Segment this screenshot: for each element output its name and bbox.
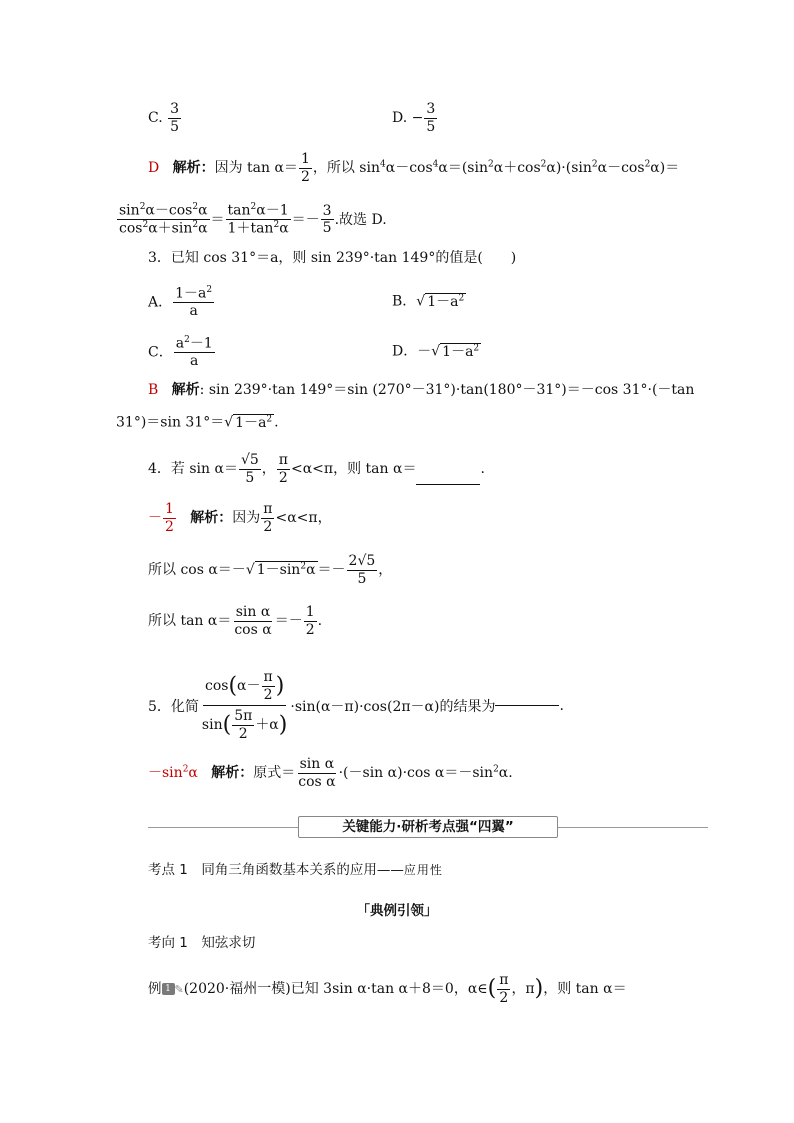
q3-option-b: B．√ $1-a^2$ [392,293,465,310]
banner-divider-right [558,827,708,828]
q2-solution-line1: D 解析：因为 tan α＝ $\frac{1}{2}$ ，所以 $\sin^4\alpha-\cos^4\alpha=(\sin^2\alpha+\cos^2\alpha)\cdot(\sin^2\alpha-\cos^2\alpha)=$ [148,151,680,185]
example-badge: 1 [162,983,175,995]
kaodian-heading: 考点 1 同角三角函数基本关系的应用——应用性 [148,862,443,878]
q4-answer-blank[interactable] [416,484,480,485]
q3-solution-line2: 31°)＝sin 31°＝√ $1-a^2$ . [116,414,279,431]
q2-option-c: C. $\frac{3}{5}$ [148,101,180,135]
pen-icon: ✎ [174,983,184,997]
q3-option-a: A． $\frac{1-a^2}{a}$ [148,285,213,320]
q2-option-d: D. − $\frac{3}{5}$ [392,101,436,135]
banner-divider-left [148,827,298,828]
q5-answer-blank[interactable] [495,705,559,706]
example-1: 例 1 ✎(2020·福州一模)已知 3sin α·tan α＋8＝0，α∈( $\frac{\pi}{2}$ ，π)，则 tan α＝ [148,972,627,1006]
q4-solution-line1: － $\frac{1}{2}$ 解析：因为 $\frac{\pi}{2}$ <α<π， [148,501,332,535]
q4-stem: 4．若 sin α＝ $\frac{√5}{5}$ ， $\frac{\pi}{2}$ <α<π，则 tan α＝ . [148,452,485,486]
q3-option-c: C． $\frac{a^2-1}{a}$ [148,335,213,370]
section-banner: 关键能力·研析考点强“四翼” [298,816,558,838]
q3-stem: 3．已知 cos 31°＝a，则 sin 239°·tan 149°的值是( ) [148,250,517,266]
q5-solution: $-\sin^2\alpha$ 解析：原式＝ $\frac{\text{sin α}}{\text{cos α}}$ ·(－sin α)·cos $\alpha=-\sin^2\alpha$. [148,756,513,790]
q3-option-d: D．－√ $1-a^2$ [392,343,480,360]
kaoxiang-heading: 考向 1 知弦求切 [148,935,256,951]
q5-stem: 5．化简 cos(α－ $\frac{\pi}{2}$ ) sin( $\frac{5\pi}{2}$ ＋α) ·sin(α－π)·cos(2π－α)的结果为 . [148,669,564,743]
q4-solution-line2: 所以 cos α＝－√ $1-\sin^2\alpha$ ＝－ $\frac{2√5}{5}$ ， [148,553,393,587]
dianli-heading: 「典例引领」 [356,903,438,919]
q2-solution-line2: $\frac{\sin^2\alpha-\cos^2\alpha}{\cos^2\alpha+\sin^2\alpha}$ ＝ $\frac{\tan^2\alpha-1}{1+\tan^2\alpha}$ ＝－ $\frac{3}{5}$ .故选 D. [119,202,387,237]
q4-solution-line3: 所以 tan α＝ $\frac{\text{sin α}}{\text{cos α}}$ ＝－ $\frac{1}{2}$ . [148,604,323,638]
q3-solution-line1: B 解析: sin 239°·tan 149°＝sin (270°－31°)·tan(180°－31°)＝－cos 31°·(－tan [148,382,695,398]
